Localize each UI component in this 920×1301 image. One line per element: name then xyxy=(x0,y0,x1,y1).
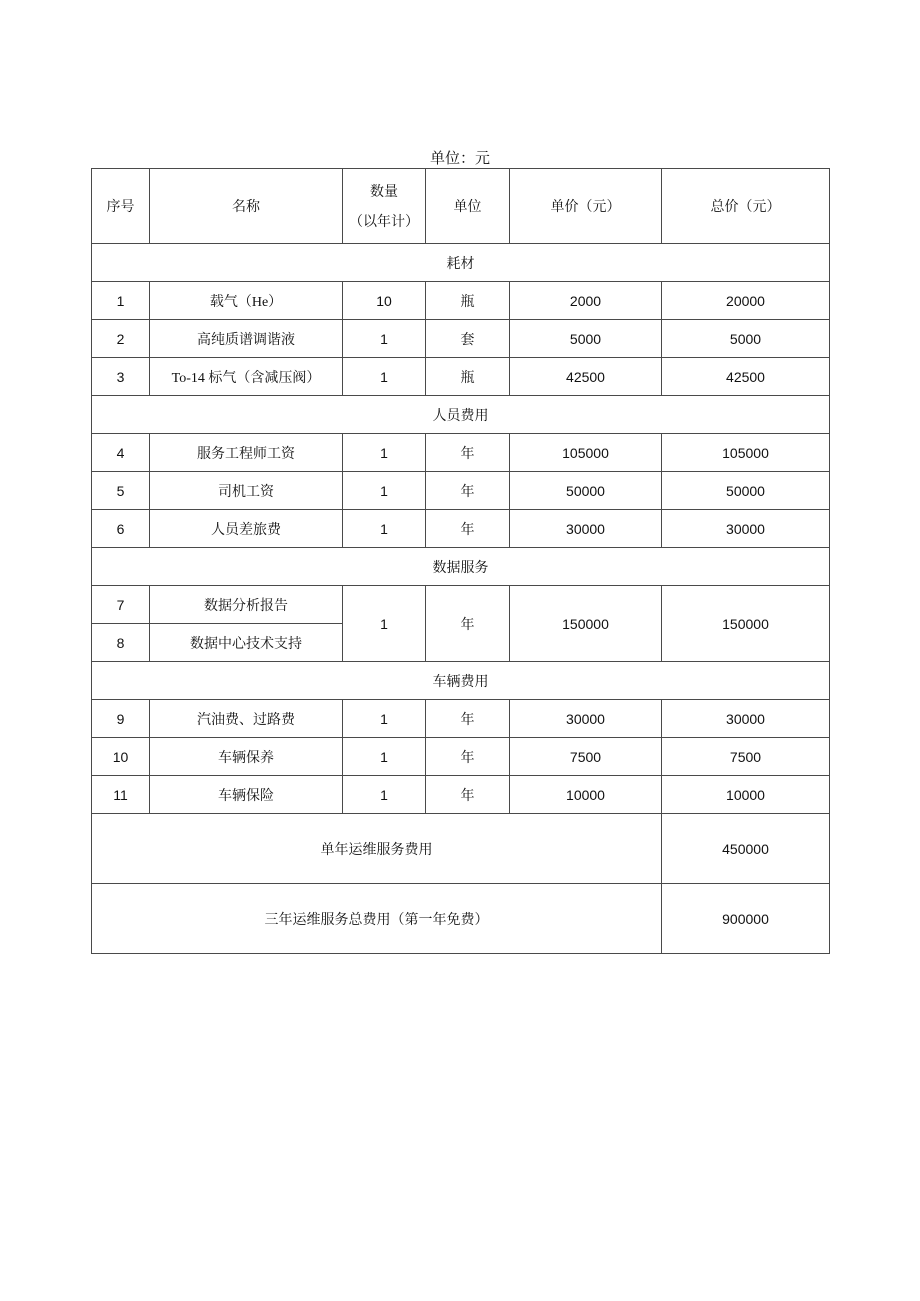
cell-seq: 1 xyxy=(92,282,150,320)
cell-name: 数据中心技术支持 xyxy=(150,624,343,662)
cell-name: 载气（He） xyxy=(150,282,343,320)
cell-seq: 10 xyxy=(92,738,150,776)
section-consumables: 耗材 xyxy=(92,244,830,282)
cell-unit-price: 10000 xyxy=(510,776,662,814)
table-row xyxy=(92,776,830,814)
three-year-cost-label: 三年运维服务总费用（第一年免费） xyxy=(92,884,662,954)
section-row xyxy=(92,244,830,282)
cell-qty: 1 xyxy=(343,434,426,472)
cell-seq: 7 xyxy=(92,586,150,624)
cell-unit-price: 5000 xyxy=(510,320,662,358)
cell-name: 服务工程师工资 xyxy=(150,434,343,472)
cell-unit-price: 42500 xyxy=(510,358,662,396)
cost-table xyxy=(91,168,830,954)
header-unit: 单位 xyxy=(426,169,510,244)
table-row xyxy=(92,282,830,320)
cell-total: 30000 xyxy=(662,510,830,548)
cell-seq: 4 xyxy=(92,434,150,472)
section-row xyxy=(92,396,830,434)
cell-qty: 10 xyxy=(343,282,426,320)
cell-total: 20000 xyxy=(662,282,830,320)
cell-unit: 年 xyxy=(426,586,510,662)
cell-unit-price: 2000 xyxy=(510,282,662,320)
cell-unit: 年 xyxy=(426,776,510,814)
annual-cost-label: 单年运维服务费用 xyxy=(92,814,662,884)
cell-total: 50000 xyxy=(662,472,830,510)
cell-seq: 5 xyxy=(92,472,150,510)
table-row xyxy=(92,472,830,510)
table-row xyxy=(92,738,830,776)
cell-name: 数据分析报告 xyxy=(150,586,343,624)
cell-qty: 1 xyxy=(343,510,426,548)
cell-unit-price: 30000 xyxy=(510,700,662,738)
summary-row-annual xyxy=(92,814,830,884)
cell-total: 30000 xyxy=(662,700,830,738)
table-row xyxy=(92,510,830,548)
table-row xyxy=(92,434,830,472)
cell-unit: 瓶 xyxy=(426,358,510,396)
cell-name: 车辆保险 xyxy=(150,776,343,814)
cell-unit: 年 xyxy=(426,738,510,776)
cell-qty: 1 xyxy=(343,472,426,510)
table-row xyxy=(92,358,830,396)
summary-row-three-year xyxy=(92,884,830,954)
section-row xyxy=(92,662,830,700)
header-qty-line1: 数量 xyxy=(370,183,398,199)
cell-name: 车辆保养 xyxy=(150,738,343,776)
cell-name: To-14 标气（含减压阀） xyxy=(150,358,343,396)
table-row xyxy=(92,320,830,358)
cell-unit: 年 xyxy=(426,472,510,510)
cell-total: 7500 xyxy=(662,738,830,776)
cell-unit-price: 150000 xyxy=(510,586,662,662)
three-year-cost-value: 900000 xyxy=(662,884,830,954)
header-name: 名称 xyxy=(150,169,343,244)
cell-unit-price: 7500 xyxy=(510,738,662,776)
header-unit-price: 单价（元） xyxy=(510,169,662,244)
section-vehicle: 车辆费用 xyxy=(92,662,830,700)
header-seq: 序号 xyxy=(92,169,150,244)
cell-qty: 1 xyxy=(343,700,426,738)
cell-unit: 年 xyxy=(426,434,510,472)
cell-qty: 1 xyxy=(343,586,426,662)
unit-note: 单位：元 xyxy=(429,151,490,167)
cell-seq: 8 xyxy=(92,624,150,662)
table-row xyxy=(92,700,830,738)
cell-unit: 瓶 xyxy=(426,282,510,320)
cell-seq: 6 xyxy=(92,510,150,548)
cell-unit: 年 xyxy=(426,700,510,738)
cell-unit-price: 50000 xyxy=(510,472,662,510)
cell-qty: 1 xyxy=(343,776,426,814)
cell-seq: 2 xyxy=(92,320,150,358)
header-row xyxy=(92,169,830,244)
cell-name: 汽油费、过路费 xyxy=(150,700,343,738)
cell-name: 司机工资 xyxy=(150,472,343,510)
section-row xyxy=(92,548,830,586)
cell-unit-price: 30000 xyxy=(510,510,662,548)
cell-total: 150000 xyxy=(662,586,830,662)
cell-name: 人员差旅费 xyxy=(150,510,343,548)
header-qty-line2: （以年计） xyxy=(349,213,419,229)
cell-total: 42500 xyxy=(662,358,830,396)
cell-total: 10000 xyxy=(662,776,830,814)
cell-name: 高纯质谱调谐液 xyxy=(150,320,343,358)
table-row xyxy=(92,586,830,624)
section-data-service: 数据服务 xyxy=(92,548,830,586)
cell-qty: 1 xyxy=(343,320,426,358)
cell-total: 105000 xyxy=(662,434,830,472)
cell-qty: 1 xyxy=(343,358,426,396)
cell-seq: 9 xyxy=(92,700,150,738)
cell-total: 5000 xyxy=(662,320,830,358)
cell-unit-price: 105000 xyxy=(510,434,662,472)
section-personnel: 人员费用 xyxy=(92,396,830,434)
header-total-price: 总价（元） xyxy=(662,169,830,244)
cell-qty: 1 xyxy=(343,738,426,776)
cell-seq: 3 xyxy=(92,358,150,396)
cell-seq: 11 xyxy=(92,776,150,814)
cell-unit: 年 xyxy=(426,510,510,548)
header-qty xyxy=(343,169,426,244)
cell-unit: 套 xyxy=(426,320,510,358)
annual-cost-value: 450000 xyxy=(662,814,830,884)
